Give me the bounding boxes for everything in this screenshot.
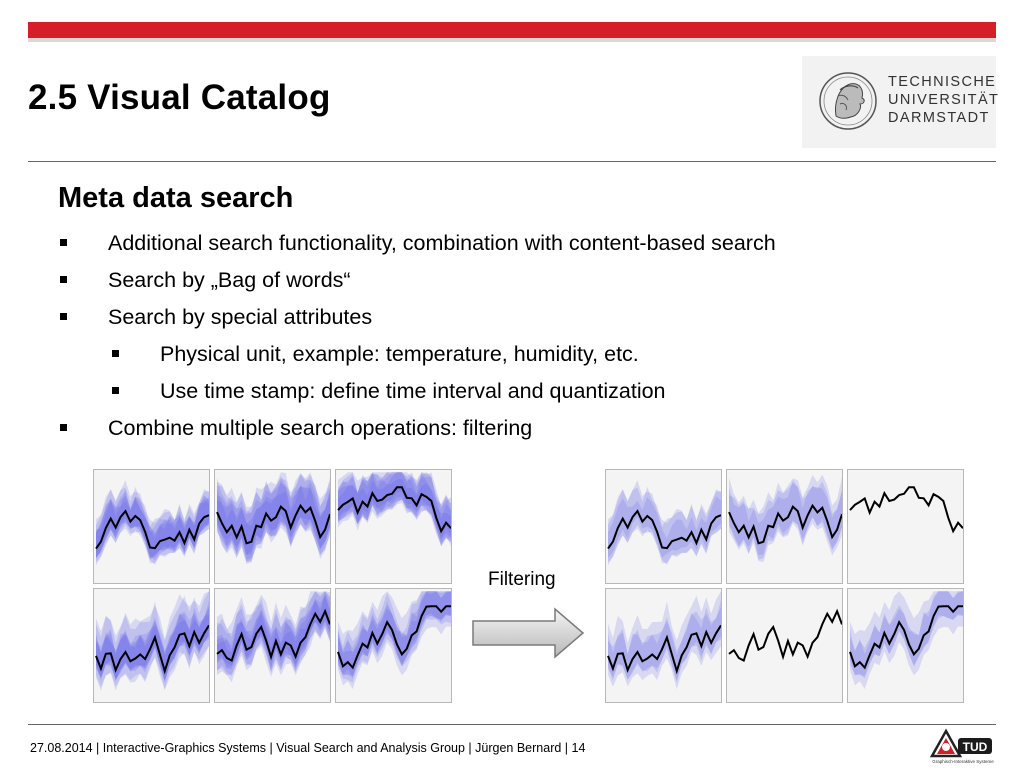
sub-bullet-item [0, 374, 1024, 411]
time-series-thumbnail [94, 589, 210, 703]
logo-line-2: UNIVERSITÄT [888, 92, 1000, 108]
tud-logo-icon [930, 728, 996, 766]
right-arrow-icon [471, 607, 587, 659]
footer-text: 27.08.2014 | Interactive-Graphics Systems | Visual Search and Analysis Group | Jürgen Bernard | 14 [30, 741, 586, 755]
bullet-text: Search by special attributes [108, 305, 373, 329]
thumbnail-cell [605, 588, 722, 703]
university-name [888, 73, 999, 127]
thumbnail-cell [847, 588, 964, 703]
time-series-thumbnail [848, 470, 964, 584]
bullet-square-icon [60, 424, 67, 431]
tu-darmstadt-logo [802, 56, 1000, 148]
tud-logo-text: TUD [962, 740, 988, 754]
bullet-item [0, 263, 1024, 300]
thumbnail-cell [847, 469, 964, 584]
section-heading: Meta data search [58, 182, 294, 214]
thumbnail-cell [726, 588, 843, 703]
filtering-label: Filtering [488, 569, 556, 590]
tud-caption: Graphisch-Interaktive Systeme [932, 759, 994, 764]
time-series-thumbnail [727, 470, 843, 584]
bullet-item [0, 300, 1024, 337]
bullet-item [0, 411, 1024, 448]
bullet-square-icon [112, 387, 119, 394]
series-line [850, 487, 963, 531]
series-line [729, 611, 842, 660]
time-series-thumbnail [606, 589, 722, 703]
thumbnail-cell [214, 469, 331, 584]
bullet-text: Additional search functionality, combination with content-based search [108, 231, 776, 255]
time-series-thumbnail [848, 589, 964, 703]
time-series-thumbnail [94, 470, 210, 584]
bullet-text: Search by „Bag of words“ [108, 268, 351, 292]
thumbnail-cell [214, 588, 331, 703]
thumbnail-cell [93, 469, 210, 584]
thumbnail-cell [605, 469, 722, 584]
header-bar-shadow [28, 38, 996, 42]
thumbnail-cell [335, 469, 452, 584]
thumbnail-cell [93, 588, 210, 703]
footer-divider [28, 724, 996, 725]
header-red-bar [28, 22, 996, 38]
bullet-square-icon [60, 239, 67, 246]
athena-head-icon [818, 66, 878, 136]
bullet-text: Physical unit, example: temperature, humidity, etc. [160, 342, 639, 366]
bullet-text: Combine multiple search operations: filtering [108, 416, 533, 440]
bullet-square-icon [60, 276, 67, 283]
bullet-square-icon [60, 313, 67, 320]
time-series-thumbnail [336, 470, 452, 584]
bullet-square-icon [112, 350, 119, 357]
slide-title: 2.5 Visual Catalog [28, 78, 331, 117]
time-series-thumbnail [336, 589, 452, 703]
bullet-item [0, 226, 1024, 263]
logo-line-1: TECHNISCHE [888, 74, 997, 90]
title-divider [28, 161, 996, 162]
thumbnail-cell [335, 588, 452, 703]
time-series-thumbnail [215, 470, 331, 584]
bullet-text: Use time stamp: define time interval and quantization [160, 379, 666, 403]
thumbnail-cell [726, 469, 843, 584]
catalog-before-filtering [93, 469, 452, 703]
time-series-thumbnail [215, 589, 331, 703]
catalog-after-filtering [605, 469, 964, 703]
bullet-list [0, 226, 1024, 448]
logo-line-3: DARMSTADT [888, 110, 990, 126]
time-series-thumbnail [606, 470, 722, 584]
sub-bullet-item [0, 337, 1024, 374]
time-series-thumbnail [727, 589, 843, 703]
